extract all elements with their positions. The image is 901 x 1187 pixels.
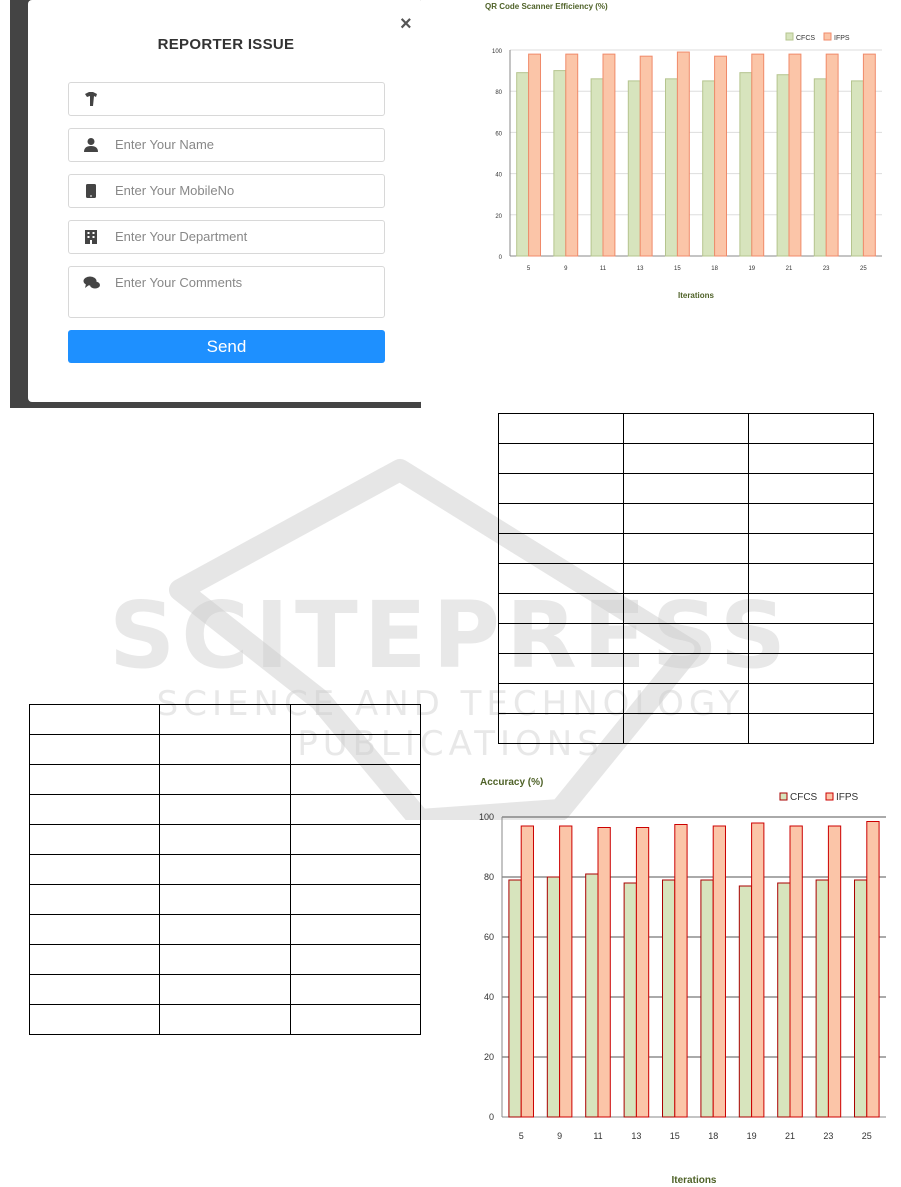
table-cell [749,624,874,654]
table-cell [30,885,160,915]
table-row [499,564,874,594]
table-row [499,504,874,534]
table-cell [624,444,749,474]
bar-ifps [521,826,533,1117]
table-cell [624,714,749,744]
table-cell [290,795,420,825]
bar-cfcs [586,874,598,1117]
bar-ifps [640,56,652,256]
table-cell [624,474,749,504]
bar-cfcs [851,81,863,256]
table-cell [499,594,624,624]
table-row [499,624,874,654]
bar-cfcs [701,880,713,1117]
x-tick-label: 21 [785,266,793,272]
bar-cfcs [554,71,566,256]
modal-screenshot [10,0,421,408]
table-cell [160,975,290,1005]
table-cell [160,945,290,975]
table-cell [749,684,874,714]
table-cell [499,504,624,534]
table-cell [499,714,624,744]
table-cell [290,765,420,795]
table-cell [160,885,290,915]
bar-ifps [675,825,687,1118]
y-tick-label: 60 [483,932,494,942]
table-cell [160,915,290,945]
x-tick-label: 13 [631,1131,642,1141]
bar-cfcs [740,73,752,256]
table-cell [290,855,420,885]
table-row [30,915,421,945]
table-row [30,735,421,765]
bar-ifps [603,54,615,256]
x-tick-label: 21 [784,1131,796,1141]
bar-cfcs [517,73,529,256]
table-cell [624,594,749,624]
legend-label: IFPS [836,792,859,803]
table-cell [749,594,874,624]
bar-cfcs [703,81,715,256]
shirt-icon [83,91,99,107]
y-tick-label: 40 [495,172,502,179]
table-cell [499,444,624,474]
bar-ifps [752,54,764,256]
bar-ifps [560,826,572,1117]
y-tick-label: 20 [483,1052,494,1062]
table-cell [624,624,749,654]
bar-cfcs [628,81,640,256]
mobile-icon [83,183,99,199]
bar-cfcs [624,883,636,1117]
table-row [30,1005,421,1035]
bar-cfcs [855,880,867,1117]
building-icon [83,229,99,245]
modal-title: REPORTER ISSUE [157,36,295,53]
table-cell [499,564,624,594]
y-tick-label: 0 [498,255,502,261]
right-table [498,413,874,744]
x-tick-label: 11 [593,1131,603,1141]
table-cell [290,885,420,915]
table-cell [624,564,749,594]
x-tick-label: 19 [748,266,756,272]
y-tick-label: 100 [478,812,494,822]
table-cell [160,855,290,885]
user-icon [83,137,99,153]
y-tick-label: 100 [491,49,502,55]
issue-field[interactable] [68,82,385,116]
bar-ifps [713,826,725,1117]
table-cell [749,714,874,744]
table-cell [499,474,624,504]
table-cell [499,534,624,564]
x-tick-label: 25 [861,1131,872,1141]
left-table [29,704,421,1035]
table-cell [499,414,624,444]
table-cell [749,474,874,504]
bar-cfcs [778,883,790,1117]
table-cell [624,414,749,444]
comments-field[interactable] [68,266,385,318]
mobile-placeholder: Enter Your MobileNo [115,183,235,198]
department-field[interactable] [68,220,385,254]
table-cell [290,945,420,975]
table-cell [30,765,160,795]
x-tick-label: 23 [822,266,830,272]
table-cell [749,444,874,474]
legend-label: IFPS [834,35,850,42]
table-cell [290,915,420,945]
table-cell [749,534,874,564]
table-row [30,885,421,915]
chart-title: QR Code Scanner Efficiency (%) [485,2,608,11]
name-placeholder: Enter Your Name [115,137,215,152]
table-row [30,825,421,855]
table-cell [290,1005,420,1035]
y-tick-label: 20 [495,213,502,220]
table-cell [290,825,420,855]
x-tick-label: 5 [526,266,531,272]
x-tick-label: 5 [518,1131,524,1141]
bar-ifps [529,54,541,256]
table-cell [30,915,160,945]
table-cell [160,1005,290,1035]
table-row [499,714,874,744]
bar-ifps [826,54,838,256]
table-row [30,855,421,885]
table-cell [624,654,749,684]
table-cell [499,684,624,714]
chart-title: Accuracy (%) [480,777,544,788]
bar-cfcs [547,877,559,1117]
accuracy-chart [470,770,890,1187]
table-cell [499,624,624,654]
send-button[interactable]: Send [68,330,385,363]
name-field[interactable] [68,128,385,162]
table-cell [290,705,420,735]
table-cell [30,1005,160,1035]
x-tick-label: 15 [669,1131,680,1141]
department-placeholder: Enter Your Department [115,229,248,244]
table-cell [30,795,160,825]
legend-swatch [824,33,831,40]
x-tick-label: 11 [599,266,607,272]
table-cell [30,735,160,765]
table-cell [290,735,420,765]
table-cell [749,654,874,684]
x-tick-label: 18 [711,266,718,272]
bar-ifps [828,826,840,1117]
legend-label: CFCS [790,792,818,803]
table-cell [624,684,749,714]
y-tick-label: 60 [495,131,502,138]
y-tick-label: 0 [488,1112,494,1122]
mobile-field[interactable] [68,174,385,208]
table-cell [160,825,290,855]
bar-cfcs [591,79,603,256]
table-row [30,945,421,975]
watermark-main-text: SCITEPRESS [108,582,793,689]
table-cell [30,975,160,1005]
x-tick-label: 9 [564,266,568,272]
bar-cfcs [663,880,675,1117]
y-tick-label: 80 [495,90,502,97]
bar-ifps [677,52,689,256]
comments-icon [83,275,99,291]
table-row [30,765,421,795]
bar-ifps [715,56,727,256]
table-cell [499,654,624,684]
table-cell [30,825,160,855]
comments-placeholder: Enter Your Comments [115,275,243,290]
table-cell [749,564,874,594]
table-row [499,594,874,624]
table-cell [624,534,749,564]
watermark-sub-text: SCIENCE AND TECHNOLOGY PUBLICATIONS [156,684,745,764]
y-tick-label: 40 [483,992,494,1002]
legend-label: CFCS [796,35,816,42]
table-cell [290,975,420,1005]
x-tick-label: 23 [823,1131,834,1141]
bar-ifps [867,822,879,1118]
bar-cfcs [665,79,677,256]
x-tick-label: 18 [708,1131,719,1141]
bar-ifps [598,828,610,1118]
bar-ifps [789,54,801,256]
y-tick-label: 80 [483,872,494,882]
bar-ifps [636,828,648,1118]
legend-swatch [780,793,787,800]
x-tick-label: 13 [636,266,644,272]
legend-swatch [786,33,793,40]
table-row [499,654,874,684]
table-row [499,474,874,504]
table-row [499,534,874,564]
table-row [499,414,874,444]
table-cell [624,504,749,534]
table-cell [160,735,290,765]
table-cell [160,705,290,735]
bar-ifps [566,54,578,256]
table-cell [30,945,160,975]
close-button[interactable]: × [400,13,412,35]
x-axis-label: Iterations [677,291,715,300]
table-cell [749,504,874,534]
bar-ifps [790,826,802,1117]
bar-ifps [752,823,764,1117]
x-tick-label: 25 [860,266,867,272]
bar-cfcs [814,79,826,256]
x-tick-label: 19 [746,1131,757,1141]
bar-cfcs [739,886,751,1117]
reporter-issue-modal [28,0,424,402]
table-row [30,975,421,1005]
bar-cfcs [509,880,521,1117]
table-cell [160,765,290,795]
x-axis-label: Iterations [671,1175,717,1186]
table-cell [160,795,290,825]
efficiency-chart [470,0,890,310]
bar-cfcs [816,880,828,1117]
bar-ifps [863,54,875,256]
table-row [30,795,421,825]
table-row [499,684,874,714]
x-tick-label: 9 [557,1131,563,1141]
table-cell [30,705,160,735]
table-row [499,444,874,474]
legend-swatch [826,793,833,800]
bar-cfcs [777,75,789,256]
x-tick-label: 15 [674,266,681,272]
table-cell [749,414,874,444]
table-cell [30,855,160,885]
table-row [30,705,421,735]
